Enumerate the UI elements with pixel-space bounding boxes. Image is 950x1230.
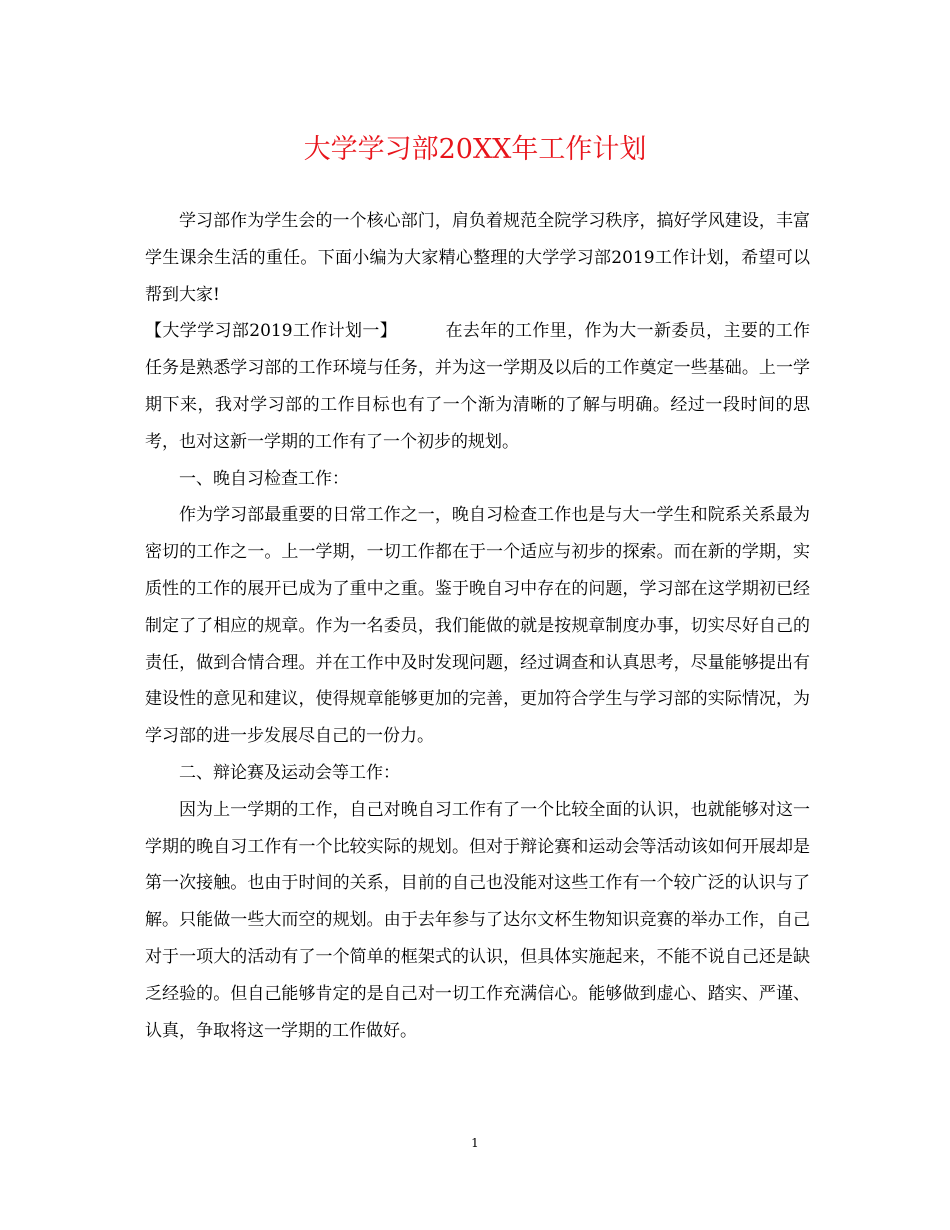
section1-paragraph: 作为学习部最重要的日常工作之一，晚自习检查工作也是与大一学生和院系关系最为密切的工作之一。上一学期，一切工作都在于一个适应与初步的探索。而在新的学期，实质性的工作的展开已成为了重中之重。鉴于晚自习中存在的问题，学习部在这学期初已经制定了了相应的规章。作为一名委员，我们能做的就是按规章制度办事，切实尽好自己的责任，做到合情合理。并在工作中及时发现问题，经过调查和认真思考，尽量能够提出有建设性的意见和建议，使得规章能够更加的完善，更加符合学生与学习部的实际情况，为学习部的进一步发展尽自己的一份力。 (145, 505, 810, 747)
document-title: 大学学习部20XX年工作计划 (303, 134, 647, 165)
document-body (145, 203, 810, 1049)
section2-heading: 二、辩论赛及运动会等工作： (179, 762, 400, 783)
section2-paragraph: 因为上一学期的工作，自己对晚自习工作有了一个比较全面的认识，也就能够对这一学期的晚自习工作有一个比较实际的规划。但对于辩论赛和运动会等活动该如何开展却是第一次接触。也由于时间的关系，目前的自己也没能对这些工作有一个较广泛的认识与了解。只能做一些大而空的规划。由于去年参与了达尔文杯生物知识竞赛的举办工作，自己对于一项大的活动有了一个简单的框架式的认识，但具体实施起来，不能不说自己还是缺乏经验的。但自己能够肯定的是自己对一切工作充满信心。能够做到虚心、踏实、严谨、认真，争取将这一学期的工作做好。 (145, 799, 810, 1041)
plan-paragraph (145, 313, 810, 460)
plan-heading: 【大学学习部2019工作计划一】 (145, 321, 398, 342)
intro-paragraph: 学习部作为学生会的一个核心部门，肩负着规范全院学习秩序，搞好学风建设，丰富学生课余生活的重任。下面小编为大家精心整理的大学学习部2019工作计划，希望可以帮到大家! (145, 211, 810, 305)
page-number: 1 (471, 1136, 479, 1150)
plan-intro-text: 在去年的工作里，作为大一新委员，主要的工作任务是熟悉学习部的工作环境与任务，并为这一学期及以后的工作奠定一些基础。上一学期下来，我对学习部的工作目标也有了一个渐为清晰的了解与明确。经过一段时间的思考，也对这新一学期的工作有了一个初步的规划。 (145, 321, 811, 452)
section1-heading: 一、晚自习检查工作： (179, 468, 349, 489)
